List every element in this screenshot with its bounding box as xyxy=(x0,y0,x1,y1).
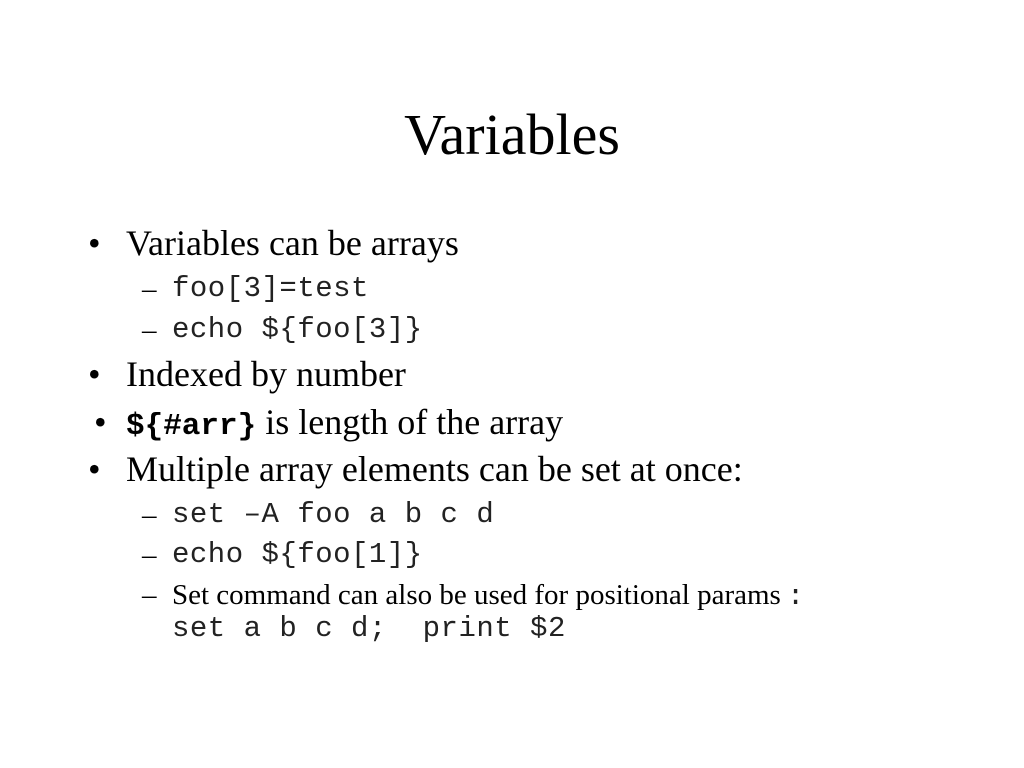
bullet-array-length-text: is length of the array xyxy=(256,402,564,442)
slide-title: Variables xyxy=(404,102,620,167)
dash-marker: – xyxy=(142,273,157,305)
bullet-marker: • xyxy=(88,354,101,394)
code-set-print: set a b c d; print $2 xyxy=(172,612,566,645)
dash-marker: – xyxy=(142,314,157,346)
bullet-multiple-elements: Multiple array elements can be set at once: xyxy=(126,449,743,489)
code-foo-assign: foo[3]=test xyxy=(172,272,369,305)
bullet-marker: • xyxy=(88,223,101,263)
positional-params-text xyxy=(172,578,805,614)
positional-params-colon: : xyxy=(786,580,805,613)
positional-params-label: Set command can also be used for positional params xyxy=(172,579,781,611)
dash-marker: – xyxy=(142,579,157,611)
dash-marker: – xyxy=(142,499,157,531)
code-arr-length: ${#arr} xyxy=(126,409,257,444)
code-echo-foo1: echo ${foo[1]} xyxy=(172,538,423,571)
bullet-indexed-by-number: Indexed by number xyxy=(126,354,406,394)
code-echo-foo3: echo ${foo[3]} xyxy=(172,313,423,346)
code-set-a: set –A foo a b c d xyxy=(172,498,495,531)
dash-marker: – xyxy=(142,539,157,571)
bullet-variables-arrays: Variables can be arrays xyxy=(126,223,459,263)
bullet-marker: • xyxy=(88,449,101,489)
bullet-array-length xyxy=(126,401,563,448)
bullet-marker: • xyxy=(94,402,107,442)
